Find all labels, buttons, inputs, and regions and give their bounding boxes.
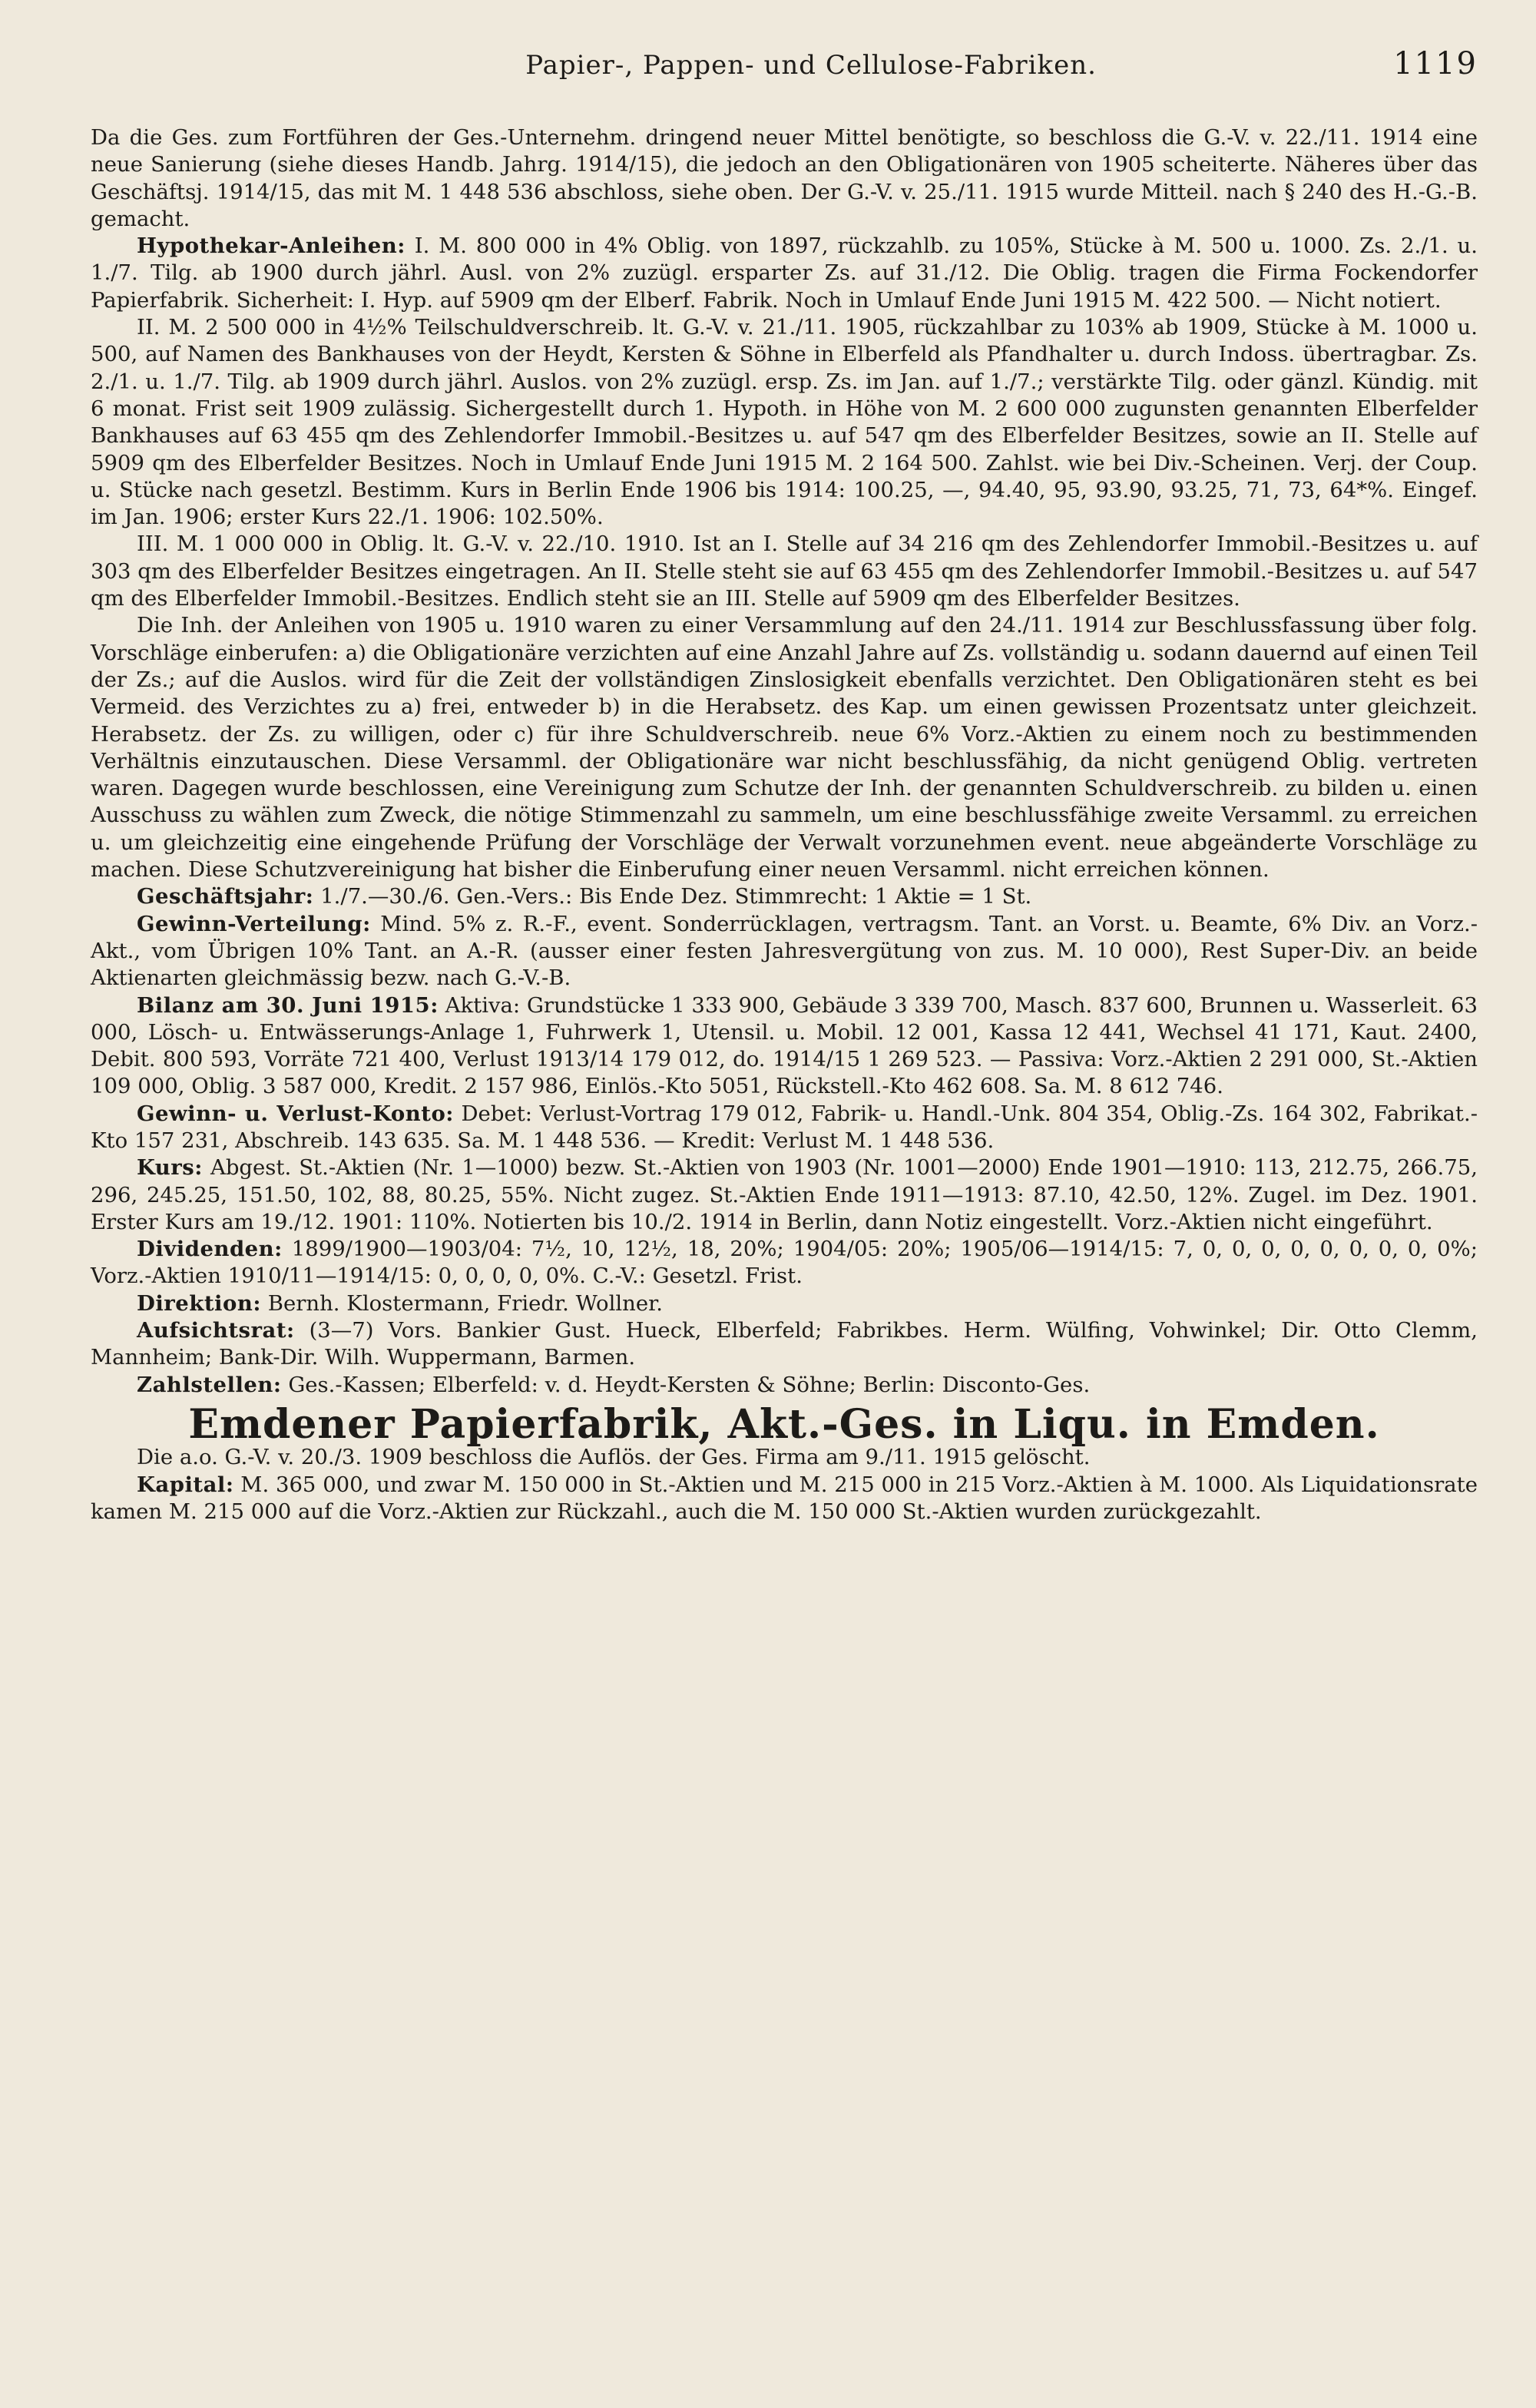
company-heading: Emdener Papierfabrik, Akt.-Ges. in Liqu. in Emden. bbox=[188, 1400, 1380, 1448]
page-number: 1119 bbox=[1393, 46, 1478, 81]
paragraph: Kapital: M. 365 000, und zwar M. 150 000 in St.-Aktien und M. 215 000 in 215 Vorz.-Aktien à M. 1000. Als Liquidationsrate kamen M. 215 000 auf die Vorz.-Aktien zur Rückzahl., auch die M. 150 000 St.-Aktien wurden zurückgezahlt. bbox=[91, 1472, 1478, 1524]
paragraph: Da die Ges. zum Fortführen der Ges.-Unternehm. dringend neuer Mittel benötigte, so beschloss die G.-V. v. 22./11. 1914 eine neue Sanierung (siehe dieses Handb. Jahrg. 1914/15), die jedoch an den Obligationären von 1905 scheiterte. Näheres über das Geschäftsj. 1914/15, das mit M. 1 448 536 abschloss, siehe oben. Der G.-V. v. 25./11. 1915 wurde Mitteil. nach § 240 des H.-G.-B. gemacht. bbox=[91, 125, 1478, 231]
paragraph: Dividenden: 1899/1900—1903/04: 7½, 10, 12½, 18, 20%; 1904/05: 20%; 1905/06—1914/15: 7, 0, 0, 0, 0, 0, 0, 0, 0, 0%; Vorz.-Aktien 1910/11—1914/15: 0, 0, 0, 0, 0%. C.-V.: Gesetzl. Frist. bbox=[91, 1237, 1478, 1289]
paragraph: Hypothekar-Anleihen: I. M. 800 000 in 4% Oblig. von 1897, rückzahlb. zu 105%, Stücke à M. 500 u. 1000. Zs. 2./1. u. 1./7. Tilg. ab 1900 durch jährl. Ausl. von 2% zuzügl. ersparter Zs. auf 31./12. Die Oblig. tragen die Firma Fockendorfer Papierfabrik. Sicherheit: I. Hyp. auf 5909 qm der Elberf. Fabrik. Noch in Umlauf Ende Juni 1915 M. 422 500. — Nicht notiert. bbox=[91, 234, 1478, 313]
paragraph: Geschäftsjahr: 1./7.—30./6. Gen.-Vers.: Bis Ende Dez. Stimmrecht: 1 Aktie = 1 St. bbox=[137, 884, 1032, 909]
paragraph: Die a.o. G.-V. v. 20./3. 1909 beschloss die Auflös. der Ges. Firma am 9./11. 1915 gelöscht. bbox=[137, 1445, 1091, 1470]
paragraph: Kurs: Abgest. St.-Aktien (Nr. 1—1000) bezw. St.-Aktien von 1903 (Nr. 1001—2000) Ende 1901—1910: 113, 212.75, 266.75, 296, 245.25, 151.50, 102, 88, 80.25, 55%. Nicht zugez. St.-Aktien Ende 1911—1913: 87.10, 42.50, 12%. Zugel. im Dez. 1901. Erster Kurs am 19./12. 1901: 110%. Notierten bis 10./2. 1914 in Berlin, dann Notiz eingestellt. Vorz.-Aktien nicht eingeführt. bbox=[91, 1155, 1478, 1234]
paragraph: Direktion: Bernh. Klostermann, Friedr. Wollner. bbox=[137, 1290, 664, 1316]
paragraph: Bilanz am 30. Juni 1915: Aktiva: Grundstücke 1 333 900, Gebäude 3 339 700, Masch. 837 600, Brunnen u. Wasserleit. 63 000, Lösch- u. Entwässerungs-Anlage 1, Fuhrwerk 1, Utensil. u. Mobil. 12 001, Kassa 12 441, Wechsel 41 171, Kaut. 2400, Debit. 800 593, Vorräte 721 400, Verlust 1913/14 179 012, do. 1914/15 1 269 523. — Passiva: Vorz.-Aktien 2 291 000, St.-Aktien 109 000, Oblig. 3 587 000, Kredit. 2 157 986, Einlös.-Kto 5051, Rückstell.-Kto 462 608. Sa. M. 8 612 746. bbox=[91, 992, 1478, 1099]
running-title: Papier-, Pappen- und Cellulose-Fabriken. bbox=[525, 50, 1097, 81]
paragraph: Zahlstellen: Ges.-Kassen; Elberfeld: v. d. Heydt-Kersten & Söhne; Berlin: Disconto-Ges. bbox=[137, 1372, 1091, 1397]
paragraph: Aufsichtsrat: (3—7) Vors. Bankier Gust. Hueck, Elberfeld; Fabrikbes. Herm. Wülfing, Vohwinkel; Dir. Otto Clemm, Mannheim; Bank-Dir. Wilh. Wuppermann, Barmen. bbox=[91, 1318, 1478, 1370]
paragraph: III. M. 1 000 000 in Oblig. lt. G.-V. v. 22./10. 1910. Ist an I. Stelle auf 34 216 qm des Zehlendorfer Immobil.-Besitzes u. auf 303 qm des Elberfelder Besitzes eingetragen. An II. Stelle steht sie auf 63 455 qm des Zehlendorfer Immobil.-Besitzes u. auf 547 qm des Elberfelder Immobil.-Besitzes. Endlich steht sie an III. Stelle auf 5909 qm des Elberfelder Besitzes. bbox=[91, 532, 1478, 611]
paragraph: Gewinn- u. Verlust-Konto: Debet: Verlust-Vortrag 179 012, Fabrik- u. Handl.-Unk. 804 354, Oblig.-Zs. 164 302, Fabrikat.-Kto 157 231, Abschreib. 143 635. Sa. M. 1 448 536. — Kredit: Verlust M. 1 448 536. bbox=[91, 1101, 1478, 1153]
paragraph: Die Inh. der Anleihen von 1905 u. 1910 waren zu einer Versammlung auf den 24./11. 1914 zur Beschlussfassung über folg. Vorschläge einberufen: a) die Obligationäre verzichten auf eine Anzahl Jahre auf Zs. vollständig u. sodann dauernd auf einen Teil der Zs.; auf die Auslos. wird für die Zeit der vollständigen Zinslosigkeit ebenfalls verzichtet. Den Obligationären steht es bei Vermeid. des Verzichtes zu a) frei, entweder b) in die Herabsetz. des Kap. um einen gewissen Prozentsatz unter gleichzeit. Herabsetz. der Zs. zu willigen, oder c) für ihre Schuldverschreib. neue 6% Vorz.-Aktien zu einem noch zu bestimmenden Verhältnis einzutauschen. Diese Versamml. der Obligationäre war nicht beschlussfähig, da nicht genügend Oblig. vertreten waren. Dagegen wurde beschlossen, eine Vereinigung zum Schutze der Inh. der genannten Schuldverschreib. zu bilden u. einen Ausschuss zu wählen zum Zweck, die nötige Stimmenzahl zu sammeln, um eine beschlussfähige zweite Versamml. zu erreichen u. um gleichzeitig eine eingehende Prüfung der Vorschläge der Verwalt vorzunehmen event. neue abgeänderte Vorschläge zu machen. Diese Schutzvereinigung hat bisher die Einberufung einer neuen Versamml. nicht erreichen können. bbox=[91, 613, 1478, 883]
paragraph: Gewinn-Verteilung: Mind. 5% z. R.-F., event. Sonderrücklagen, vertragsm. Tant. an Vorst. u. Beamte, 6% Div. an Vorz.-Akt., vom Übrigen 10% Tant. an A.-R. (ausser einer festen Jahresvergütung von zus. M. 10 000), Rest Super-Div. an beide Aktienarten gleichmässig bezw. nach G.-V.-B. bbox=[91, 911, 1478, 991]
running-head bbox=[91, 46, 1478, 108]
body-text bbox=[91, 124, 1478, 1525]
paragraph: II. M. 2 500 000 in 4½% Teilschuldverschreib. lt. G.-V. v. 21./11. 1905, rückzahlbar zu 103% ab 1909, Stücke à M. 1000 u. 500, auf Namen des Bankhauses von der Heydt, Kersten & Söhne in Elberfeld als Pfandhalter u. durch Indoss. übertragbar. Zs. 2./1. u. 1./7. Tilg. ab 1909 durch jährl. Auslos. von 2% zuzügl. ersp. Zs. im Jan. auf 1./7.; verstärkte Tilg. oder gänzl. Kündig. mit 6 monat. Frist seit 1909 zulässig. Sichergestellt durch 1. Hypoth. in Höhe von M. 2 600 000 zugunsten genannten Elberfelder Bankhauses auf 63 455 qm des Zehlendorfer Immobil.-Besitzes u. auf 547 qm des Elberfelder Besitzes, sowie an II. Stelle auf 5909 qm des Elberfelder Besitzes. Noch in Umlauf Ende Juni 1915 M. 2 164 500. Zahlst. wie bei Div.-Scheinen. Verj. der Coup. u. Stücke nach gesetzl. Bestimm. Kurs in Berlin Ende 1906 bis 1914: 100.25, —, 94.40, 95, 93.90, 93.25, 71, 73, 64*%. Eingef. im Jan. 1906; erster Kurs 22./1. 1906: 102.50%. bbox=[91, 315, 1478, 530]
